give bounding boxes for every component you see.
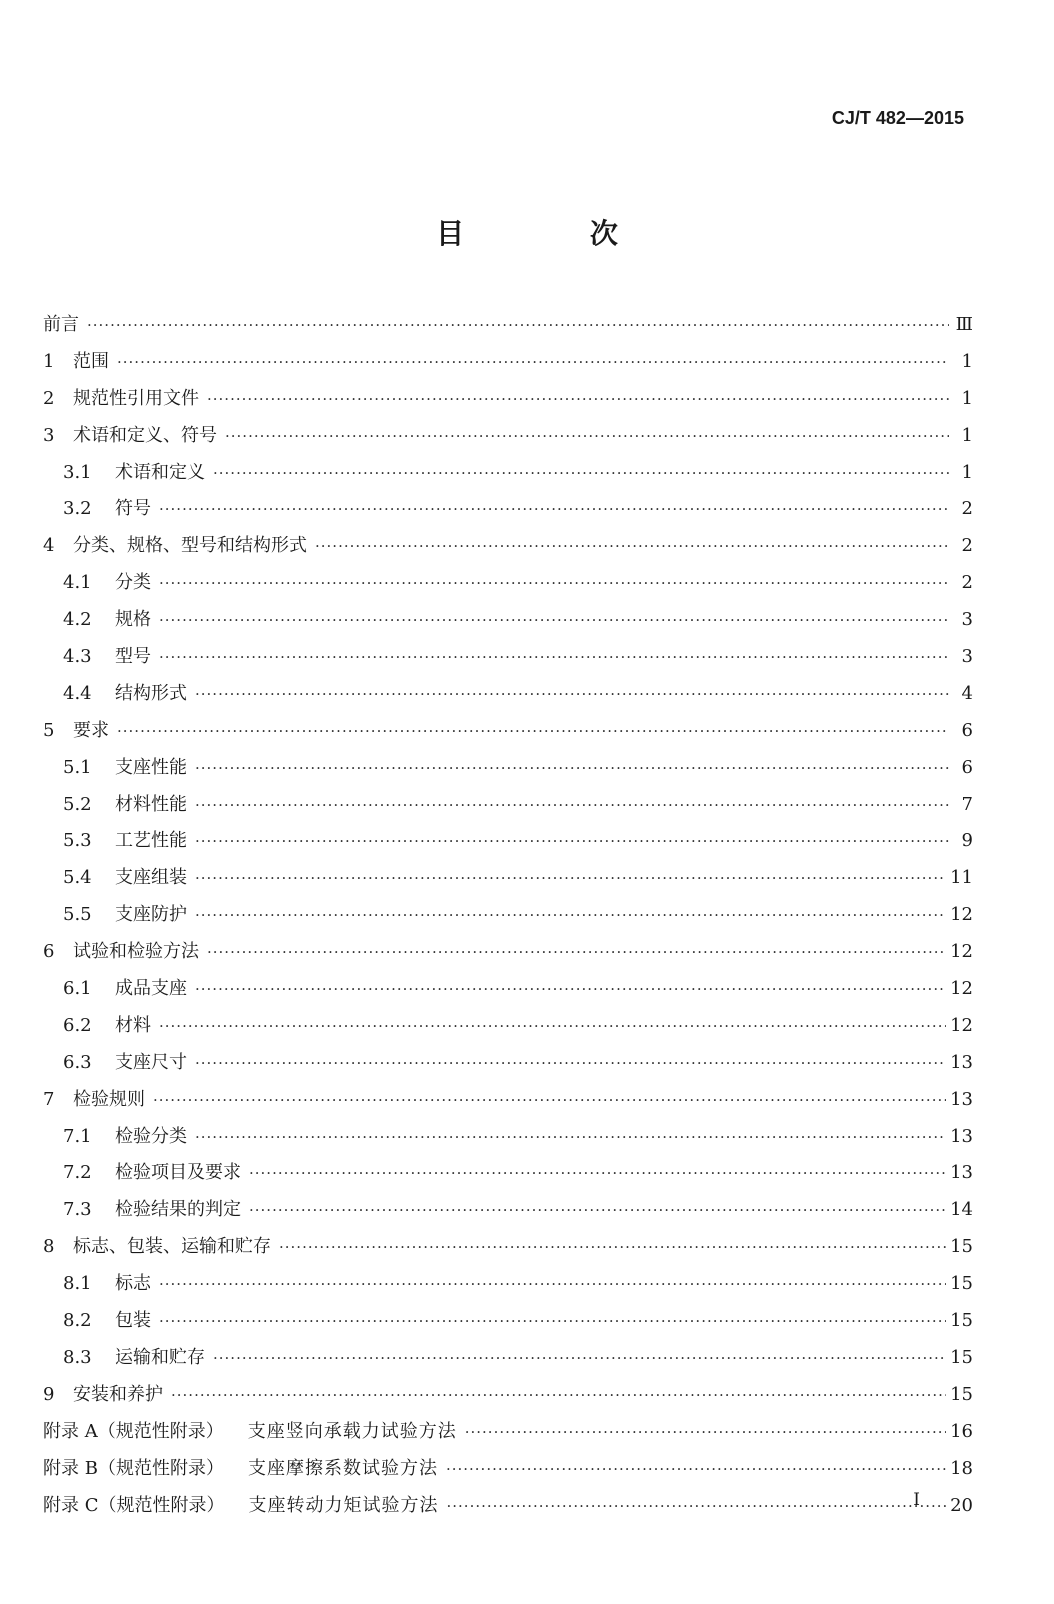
dot-leader <box>153 1088 946 1112</box>
toc-entry-number: 6.1 <box>63 978 92 1000</box>
toc-entry-number: 5.1 <box>63 756 92 778</box>
toc-entry-label: 术语和定义、符号 <box>73 424 217 446</box>
toc-entry[interactable] <box>43 1014 973 1051</box>
toc-entry-label: 成品支座 <box>115 978 187 1000</box>
toc-entry-number: 4.4 <box>63 682 92 704</box>
appendix-kind: 附录 C（规范性附录） <box>43 1494 225 1516</box>
toc-entry-page: 15 <box>950 1310 973 1332</box>
toc-entry-page: 1 <box>961 461 973 483</box>
dot-leader <box>195 866 946 890</box>
toc-entry[interactable] <box>43 313 973 350</box>
toc-entry[interactable] <box>43 866 973 903</box>
dot-leader <box>207 387 949 411</box>
toc-entry-number: 7.1 <box>63 1125 92 1147</box>
toc-entry[interactable] <box>43 1272 973 1309</box>
toc-entry-page: 1 <box>961 350 973 372</box>
toc-entry[interactable] <box>43 793 973 830</box>
toc-entry-label: 材料性能 <box>115 793 187 815</box>
toc-entry-label: 分类 <box>115 572 151 594</box>
toc-entry-label: 安装和养护 <box>73 1383 163 1405</box>
toc-entry-page: 9 <box>961 830 973 852</box>
toc-entry-number: 9 <box>43 1383 55 1405</box>
appendix-kind: 附录 A（规范性附录） <box>43 1420 224 1442</box>
appendix-title: 支座竖向承载力试验方法 <box>247 1420 457 1442</box>
toc-entry-number: 8.3 <box>63 1346 92 1368</box>
toc-entry-label: 术语和定义 <box>115 461 205 483</box>
toc-entry-number: 7 <box>43 1088 55 1110</box>
toc-entry-page: 2 <box>961 498 973 520</box>
toc-entry[interactable] <box>43 534 973 571</box>
dot-leader <box>195 1051 946 1075</box>
dot-leader <box>195 682 949 706</box>
toc-entry-number: 7.3 <box>63 1199 92 1221</box>
toc-entry-label: 检验项目及要求 <box>115 1162 241 1184</box>
toc-entry-number: 6.3 <box>63 1051 92 1073</box>
toc-entry-label: 符号 <box>115 498 151 520</box>
dot-leader <box>159 645 949 669</box>
toc-entry[interactable] <box>43 1383 973 1420</box>
toc-entry[interactable] <box>43 829 973 866</box>
toc-entry-number: 5.4 <box>63 867 92 889</box>
toc-entry-page: 1 <box>961 424 973 446</box>
toc-entry-page: 15 <box>950 1383 973 1405</box>
toc-entry-label: 支座性能 <box>115 756 187 778</box>
toc-entry-label: 检验结果的判定 <box>115 1199 241 1221</box>
toc-entry[interactable] <box>43 608 973 645</box>
toc-entry-page: 20 <box>950 1494 973 1516</box>
dot-leader <box>159 1014 946 1038</box>
toc-entry-label: 分类、规格、型号和结构形式 <box>73 535 307 557</box>
toc-entry-page: 4 <box>961 682 973 704</box>
dot-leader <box>207 940 946 964</box>
dot-leader <box>465 1420 946 1444</box>
table-of-contents <box>43 313 973 1530</box>
toc-entry-page: 18 <box>950 1457 973 1479</box>
appendix-title: 支座摩擦系数试验方法 <box>247 1457 438 1479</box>
dot-leader <box>195 829 949 853</box>
toc-entry-page: 6 <box>961 756 973 778</box>
toc-entry-page: 15 <box>950 1346 973 1368</box>
dot-leader <box>171 1383 946 1407</box>
dot-leader <box>117 350 949 374</box>
toc-entry-page: 15 <box>950 1273 973 1295</box>
toc-entry-page: 13 <box>950 1162 973 1184</box>
toc-entry-number: 1 <box>43 350 55 372</box>
footer-page-number: I <box>913 1490 920 1510</box>
toc-entry-page: 14 <box>950 1199 973 1221</box>
toc-entry[interactable] <box>43 1161 973 1198</box>
dot-leader <box>213 461 949 485</box>
toc-entry[interactable] <box>43 424 973 461</box>
toc-entry[interactable] <box>43 1088 973 1125</box>
toc-entry[interactable] <box>43 645 973 682</box>
toc-entry-page: 13 <box>950 1051 973 1073</box>
toc-entry[interactable] <box>43 682 973 719</box>
toc-entry-label: 运输和贮存 <box>115 1346 205 1368</box>
dot-leader <box>159 571 949 595</box>
toc-entry-page: Ⅲ <box>955 314 973 335</box>
dot-leader <box>195 793 949 817</box>
toc-entry-page: 12 <box>950 904 973 926</box>
toc-entry-label: 试验和检验方法 <box>73 941 199 963</box>
toc-entry-page: 12 <box>950 941 973 963</box>
dot-leader <box>159 1272 946 1296</box>
toc-entry-number: 3.1 <box>63 461 92 483</box>
toc-entry-label: 支座尺寸 <box>115 1051 187 1073</box>
toc-entry-label: 工艺性能 <box>115 830 187 852</box>
toc-entry[interactable] <box>43 903 973 940</box>
toc-entry-label: 支座组装 <box>115 867 187 889</box>
dot-leader <box>249 1198 946 1222</box>
toc-entry[interactable] <box>43 977 973 1014</box>
dot-leader <box>225 424 949 448</box>
toc-entry[interactable] <box>43 1125 973 1162</box>
toc-entry-label: 型号 <box>115 646 151 668</box>
toc-entry[interactable] <box>43 497 973 534</box>
toc-entry[interactable] <box>43 461 973 498</box>
toc-entry-number: 6 <box>43 941 55 963</box>
dot-leader <box>159 497 949 521</box>
toc-entry-number: 6.2 <box>63 1014 92 1036</box>
toc-entry-label: 结构形式 <box>115 682 187 704</box>
dot-leader <box>249 1161 946 1185</box>
toc-entry-label: 规格 <box>115 609 151 631</box>
toc-entry[interactable] <box>43 1198 973 1235</box>
dot-leader <box>117 719 949 743</box>
toc-entry-page: 1 <box>961 387 973 409</box>
toc-entry-label: 要求 <box>73 719 109 741</box>
dot-leader <box>279 1235 946 1259</box>
page-title: 目 次 <box>436 217 676 250</box>
dot-leader <box>195 977 946 1001</box>
dot-leader <box>87 313 949 337</box>
dot-leader <box>195 1125 946 1149</box>
toc-entry-number: 2 <box>43 387 55 409</box>
toc-entry-page: 12 <box>950 978 973 1000</box>
toc-entry-number: 5.2 <box>63 793 92 815</box>
toc-entry-number: 8.2 <box>63 1310 92 1332</box>
toc-entry-label: 标志 <box>115 1273 151 1295</box>
toc-entry-page: 2 <box>961 572 973 594</box>
toc-entry-page: 3 <box>961 646 973 668</box>
toc-entry-label: 范围 <box>73 350 109 372</box>
toc-entry-number: 8.1 <box>63 1273 92 1295</box>
toc-entry-label: 标志、包装、运输和贮存 <box>73 1236 271 1258</box>
toc-entry-page: 6 <box>961 719 973 741</box>
standard-code: CJ/T 482—2015 <box>831 108 964 128</box>
toc-entry-number: 7.2 <box>63 1162 92 1184</box>
toc-entry[interactable] <box>43 1235 973 1272</box>
appendix-kind: 附录 B（规范性附录） <box>43 1457 224 1479</box>
toc-entry-page: 16 <box>950 1420 973 1442</box>
toc-entry-label: 支座防护 <box>115 904 187 926</box>
toc-entry-number: 3.2 <box>63 498 92 520</box>
dot-leader <box>213 1346 946 1370</box>
appendix-title: 支座转动力矩试验方法 <box>248 1494 439 1516</box>
dot-leader <box>195 756 949 780</box>
dot-leader <box>159 608 949 632</box>
toc-entry[interactable] <box>43 756 973 793</box>
toc-entry[interactable] <box>43 1346 973 1383</box>
dot-leader <box>315 534 949 558</box>
toc-entry[interactable] <box>43 1309 973 1346</box>
toc-entry-page: 13 <box>950 1125 973 1147</box>
toc-entry-number: 5 <box>43 719 55 741</box>
toc-entry-number: 4.2 <box>63 609 92 631</box>
toc-entry-label: 包装 <box>115 1310 151 1332</box>
toc-entry-page: 3 <box>961 609 973 631</box>
toc-entry-page: 13 <box>950 1088 973 1110</box>
toc-appendix-entry[interactable] <box>43 1457 973 1494</box>
toc-entry-number: 3 <box>43 424 55 446</box>
toc-entry-label: 材料 <box>115 1014 151 1036</box>
toc-entry-label: 规范性引用文件 <box>73 387 199 409</box>
toc-entry-label: 检验分类 <box>115 1125 187 1147</box>
dot-leader <box>447 1494 947 1518</box>
toc-entry[interactable] <box>43 571 973 608</box>
toc-entry-page: 7 <box>961 793 973 815</box>
toc-entry-number: 4 <box>43 535 55 557</box>
toc-entry[interactable] <box>43 387 973 424</box>
toc-entry-page: 11 <box>950 867 973 889</box>
toc-entry-page: 12 <box>950 1014 973 1036</box>
toc-entry[interactable] <box>43 350 973 387</box>
toc-entry-number: 5.5 <box>63 904 92 926</box>
toc-entry[interactable] <box>43 940 973 977</box>
toc-entry-page: 2 <box>961 535 973 557</box>
toc-entry-label: 前言 <box>43 314 79 335</box>
toc-entry-number: 4.3 <box>63 646 92 668</box>
toc-entry-number: 8 <box>43 1236 55 1258</box>
toc-appendix-entry[interactable] <box>43 1420 973 1457</box>
toc-entry[interactable] <box>43 719 973 756</box>
toc-appendix-entry[interactable] <box>43 1494 973 1531</box>
toc-entry-page: 15 <box>950 1236 973 1258</box>
toc-entry-number: 5.3 <box>63 830 92 852</box>
dot-leader <box>159 1309 946 1333</box>
toc-entry-label: 检验规则 <box>73 1088 145 1110</box>
dot-leader <box>446 1457 946 1481</box>
toc-entry-number: 4.1 <box>63 572 92 594</box>
dot-leader <box>195 903 946 927</box>
toc-entry[interactable] <box>43 1051 973 1088</box>
